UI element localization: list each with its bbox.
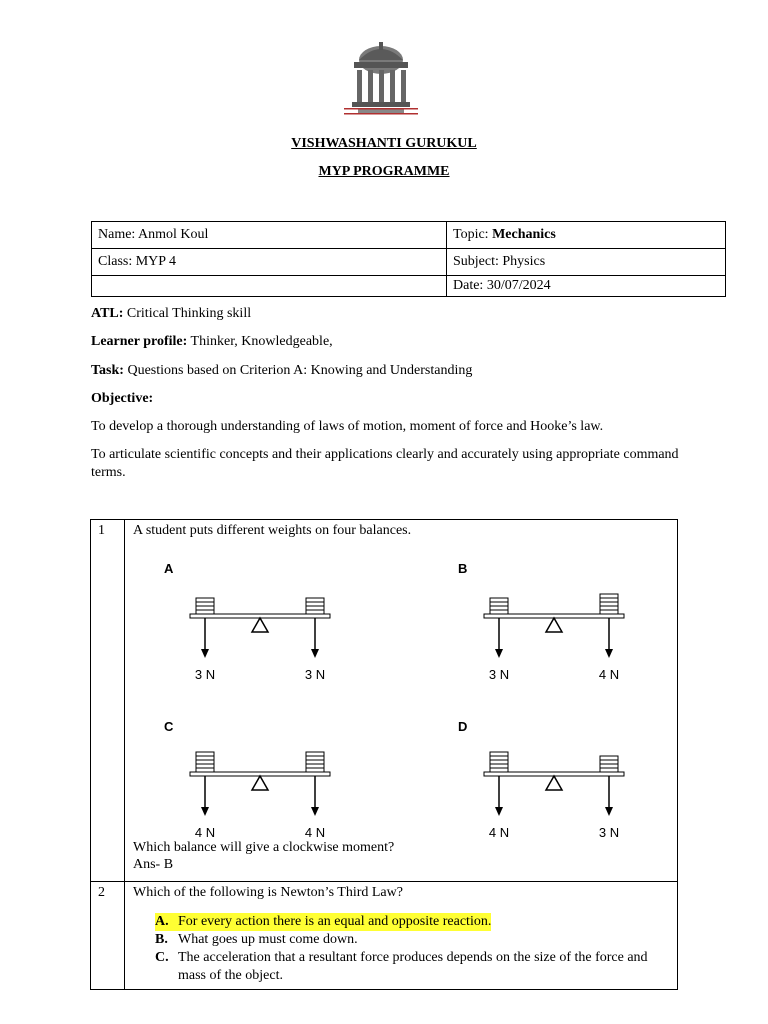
learner-profile-line: Learner profile: Thinker, Knowledgeable, — [91, 334, 333, 349]
atl-line: ATL: Critical Thinking skill — [91, 306, 252, 321]
left-force-label: 4 N — [194, 825, 216, 840]
left-force-label: 4 N — [488, 825, 510, 840]
right-weight — [600, 594, 618, 614]
left-weight — [490, 752, 508, 772]
question-row-2 — [91, 882, 678, 990]
school-logo — [340, 40, 422, 118]
right-weight — [306, 598, 324, 614]
date-cell: Date: 30/07/2024 — [447, 276, 726, 297]
question-text: Which of the following is Newton’s Third Law? — [133, 885, 403, 900]
option-a-text: For every action there is an equal and opposite reaction. — [178, 914, 492, 929]
right-force-label: 4 N — [598, 667, 620, 682]
left-weight — [490, 598, 508, 614]
left-weight — [196, 598, 214, 614]
topic-cell: Topic: Mechanics — [447, 222, 726, 249]
right-weight — [306, 752, 324, 772]
option-a: A. For every action there is an equal and opposite reaction. — [155, 914, 492, 929]
option-b: B. What goes up must come down. — [155, 932, 358, 947]
objective-2: To articulate scientific concepts and their applications clearly and accurately using appropriate command terms. — [91, 447, 679, 480]
question-answer: Ans- B — [133, 857, 174, 872]
left-force-arrow — [201, 618, 209, 658]
student-info-table — [91, 221, 726, 297]
option-c: C. The acceleration that a resultant force produces depends on the size of the force and mass of the object. — [133, 949, 677, 985]
left-weight — [196, 752, 214, 772]
balance-a — [160, 555, 360, 690]
right-force-label: 4 N — [304, 825, 326, 840]
pivot-triangle — [546, 776, 562, 790]
question-text: A student puts different weights on four balances. — [133, 523, 412, 538]
pivot-triangle — [546, 618, 562, 632]
right-force-arrow — [605, 776, 613, 816]
options-list — [133, 913, 677, 985]
right-weight — [600, 756, 618, 772]
objective-1: To develop a thorough understanding of laws of motion, moment of force and Hooke’s law. — [91, 419, 604, 434]
balance-b — [454, 555, 654, 690]
right-force-label: 3 N — [598, 825, 620, 840]
right-force-arrow — [311, 776, 319, 816]
question-number: 1 — [91, 520, 125, 882]
school-name: VISHWASHANTI GURUKUL — [291, 136, 477, 151]
left-force-label: 3 N — [194, 667, 216, 682]
pivot-triangle — [252, 776, 268, 790]
left-force-arrow — [495, 776, 503, 816]
student-name: Name: Anmol Koul — [92, 222, 447, 249]
left-force-arrow — [495, 618, 503, 658]
balance-d — [454, 713, 654, 848]
balances-figure — [133, 539, 677, 839]
right-force-arrow — [311, 618, 319, 658]
topic-value: Mechanics — [492, 227, 556, 242]
right-force-label: 3 N — [304, 667, 326, 682]
balance-diagram — [160, 555, 360, 685]
balance-label: A — [164, 561, 174, 576]
pivot-triangle — [252, 618, 268, 632]
balance-c — [160, 713, 360, 848]
objective-heading: Objective: — [91, 391, 154, 406]
balance-label: D — [458, 719, 468, 734]
questions-table — [90, 519, 678, 990]
left-force-arrow — [201, 776, 209, 816]
balance-diagram — [160, 713, 360, 843]
task-line: Task: Questions based on Criterion A: Knowing and Understanding — [91, 363, 473, 378]
balance-label: B — [458, 561, 468, 576]
programme-title: MYP PROGRAMME — [318, 164, 450, 179]
question-row-1 — [91, 520, 678, 882]
empty-cell — [92, 276, 447, 297]
left-force-label: 3 N — [488, 667, 510, 682]
question-prompt: Which balance will give a clockwise moment? — [133, 840, 395, 855]
class-cell: Class: MYP 4 — [92, 249, 447, 276]
right-force-arrow — [605, 618, 613, 658]
balance-label: C — [164, 719, 174, 734]
question-number: 2 — [91, 882, 125, 990]
subject-cell: Subject: Physics — [447, 249, 726, 276]
balance-diagram — [454, 555, 654, 685]
balance-diagram — [454, 713, 654, 843]
option-b-text: What goes up must come down. — [178, 932, 358, 947]
option-c-text: The acceleration that a resultant force produces depends on the size of the force and mass of the object. — [178, 950, 648, 983]
